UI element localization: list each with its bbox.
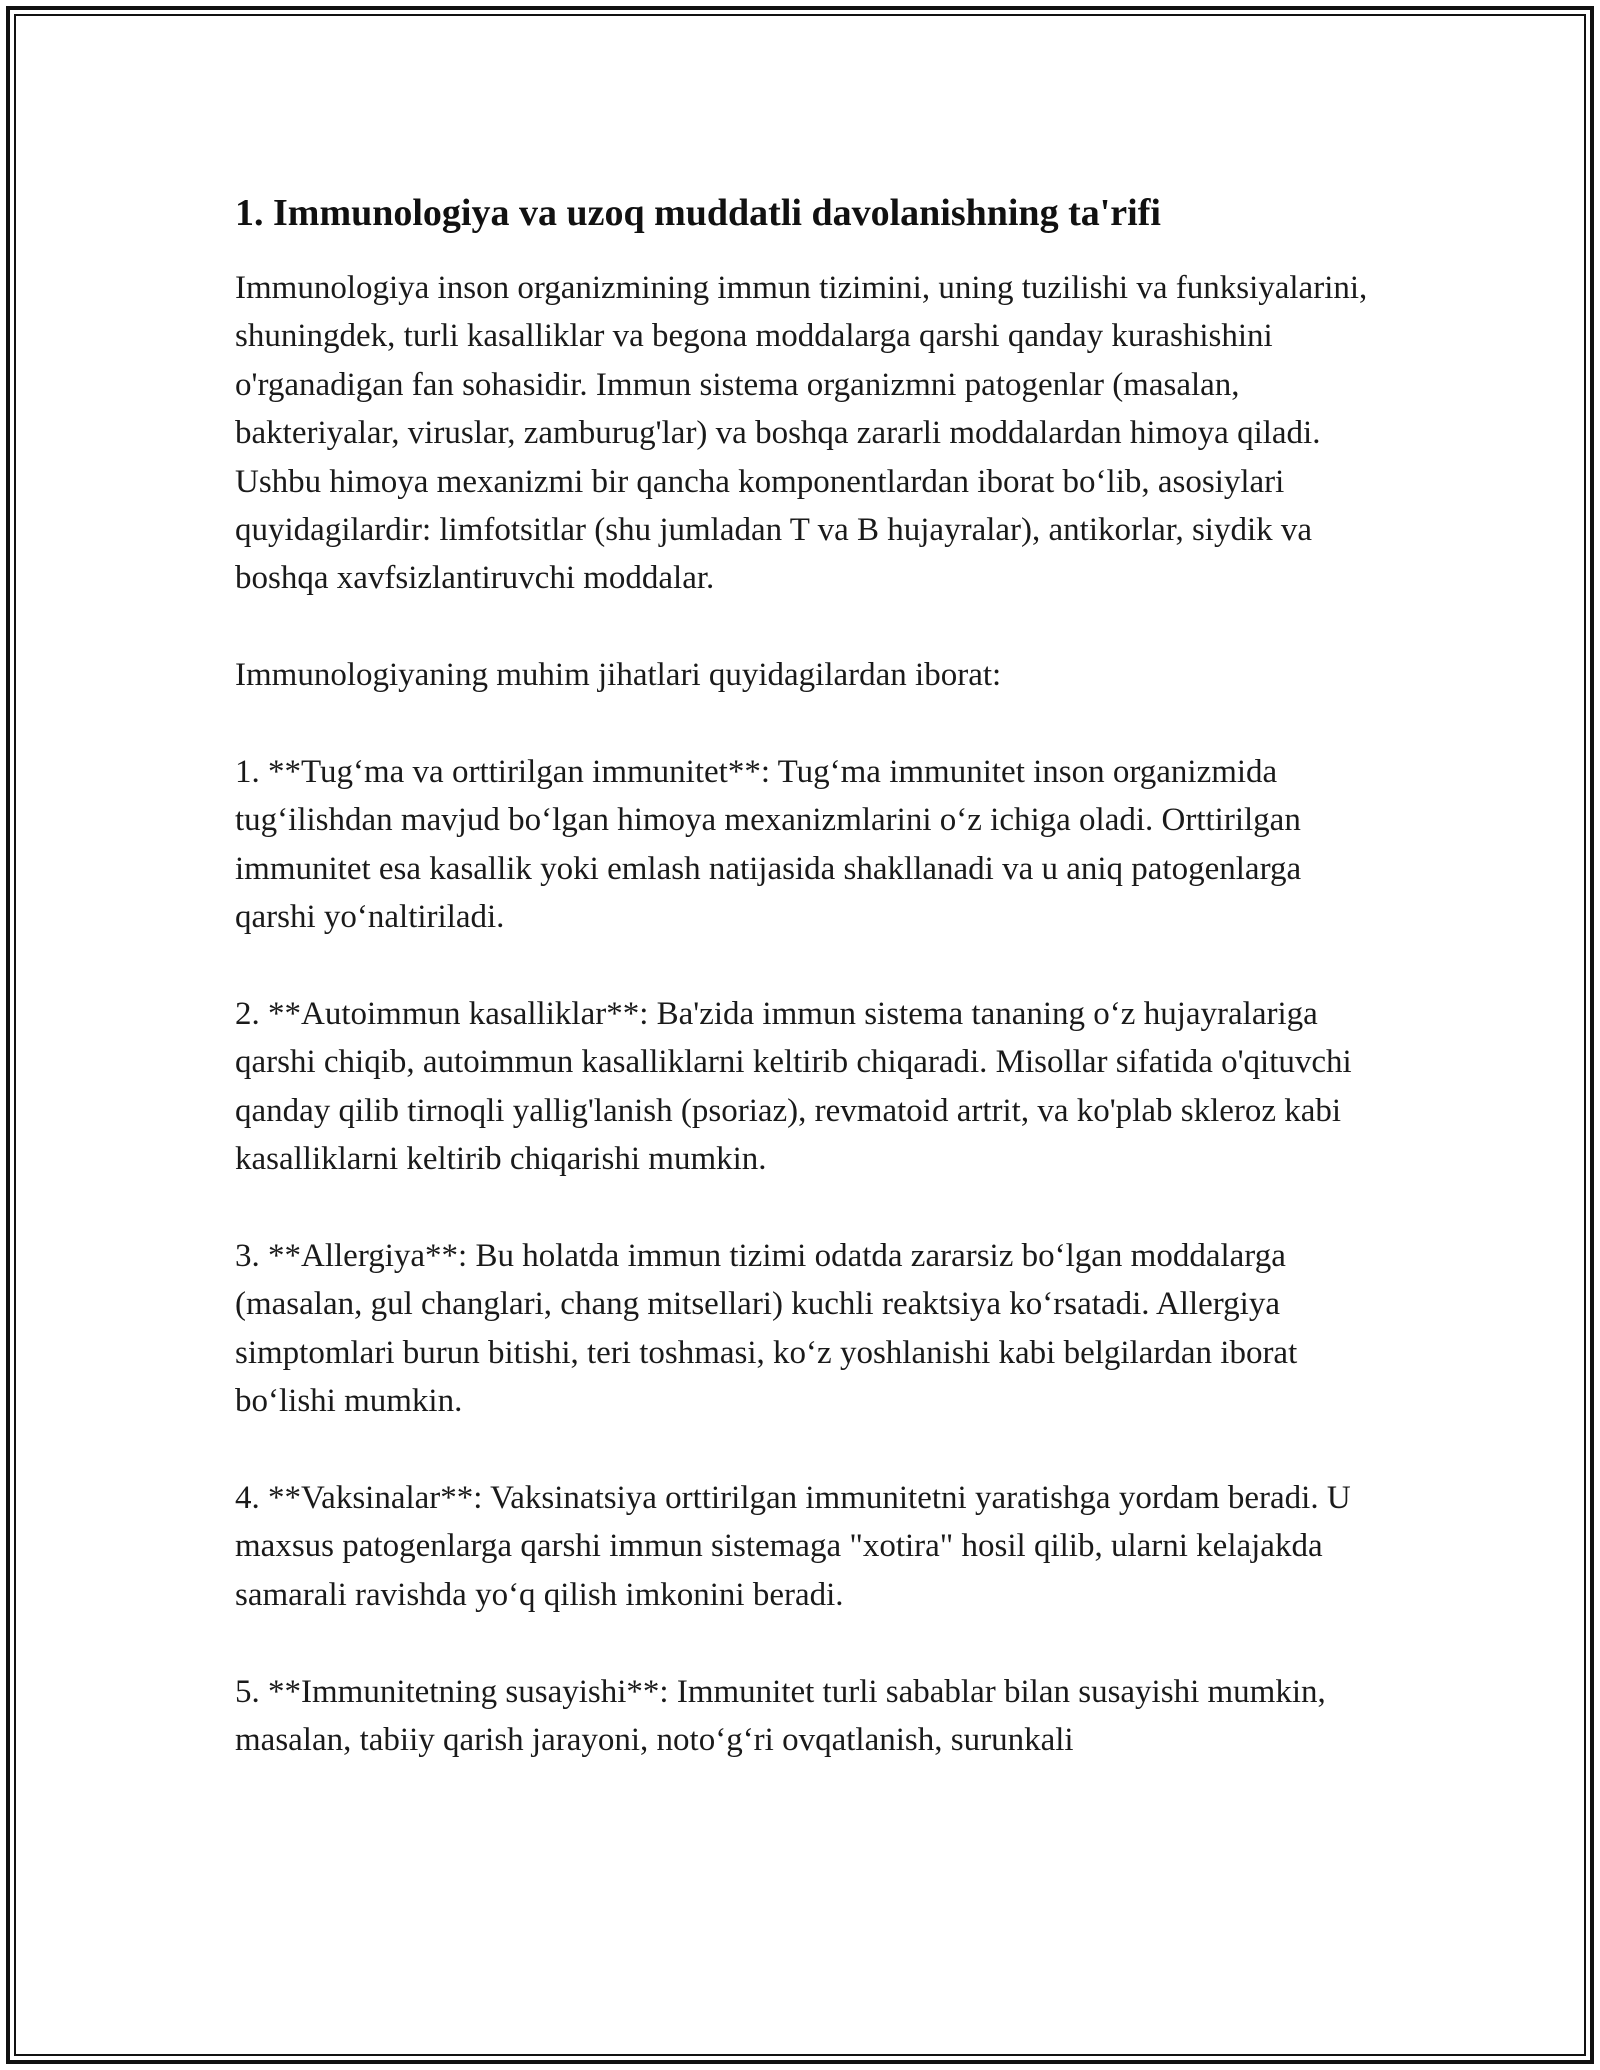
paragraph-item-1: 1. **Tug‘ma va orttirilgan immunitet**: Tug‘ma immunitet inson organizmida tug‘ilishdan mavjud bo‘lgan himoya mexanizmlarini o‘z ichiga oladi. Orttirilgan immunitet esa kasallik yoki emlash natijasida shakllanadi va u aniq patogenlarga qarshi yo‘naltiriladi. [235,754,1302,936]
paragraph-intro: Immunologiya inson organizmining immun tizimini, uning tuzilishi va funksiyalarini, shuningdek, turli kasalliklar va begona moddalarga qarshi qanday kurashishini o'rganadigan fan sohasidir. Immun sistema organizmni patogenlar (masalan, bakteriyalar, viruslar, zamburug'lar) va boshqa zararli moddalardan himoya qiladi. Ushbu himoya mexanizmi bir qancha komponentlardan iborat bo‘lib, asosiylari quyidagilardir: limfotsitlar (shu jumladan T va B hujayralar), antikorlar, siydik va boshqa xavfsizlantiruvchi moddalar. [235,270,1368,597]
paragraph-item-4: 4. **Vaksinalar**: Vaksinatsiya orttirilgan immunitetni yaratishga yordam beradi. U maxsus patogenlarga qarshi immun sistemaga "xotira" hosil qilib, ularni kelajakda samarali ravishda yo‘q qilish imkonini beradi. [235,1480,1351,1613]
section-heading: 1. Immunologiya va uzoq muddatli davolanishning ta'rifi [235,192,1161,234]
paragraph-item-5: 5. **Immunitetning susayishi**: Immunitet turli sabablar bilan susayishi mumkin, masalan, tabiiy qarish jarayoni, noto‘g‘ri ovqatlanish, surunkali [235,1673,1326,1759]
paragraph-item-3: 3. **Allergiya**: Bu holatda immun tizimi odatda zararsiz bo‘lgan moddalarga (masalan, gul changlari, chang mitsellari) kuchli reaktsiya ko‘rsatadi. Allergiya simptomlari burun bitishi, teri toshmasi, ko‘z yoshlanishi kabi belgilardan iborat bo‘lishi mumkin. [235,1238,1298,1420]
paragraph-aspects-lead: Immunologiyaning muhim jihatlari quyidagilardan iborat: [235,657,1002,694]
paragraph-item-2: 2. **Autoimmun kasalliklar**: Ba'zida immun sistema tananing o‘z hujayralariga qarshi chiqib, autoimmun kasalliklarni keltirib chiqaradi. Misollar sifatida o'qituvchi qanday qilib tirnoqli yallig'lanish (psoriaz), revmatoid artrit, va ko'plab skleroz kabi kasalliklarni keltirib chiqarishi mumkin. [235,996,1352,1178]
document-body [235,188,1375,1813]
